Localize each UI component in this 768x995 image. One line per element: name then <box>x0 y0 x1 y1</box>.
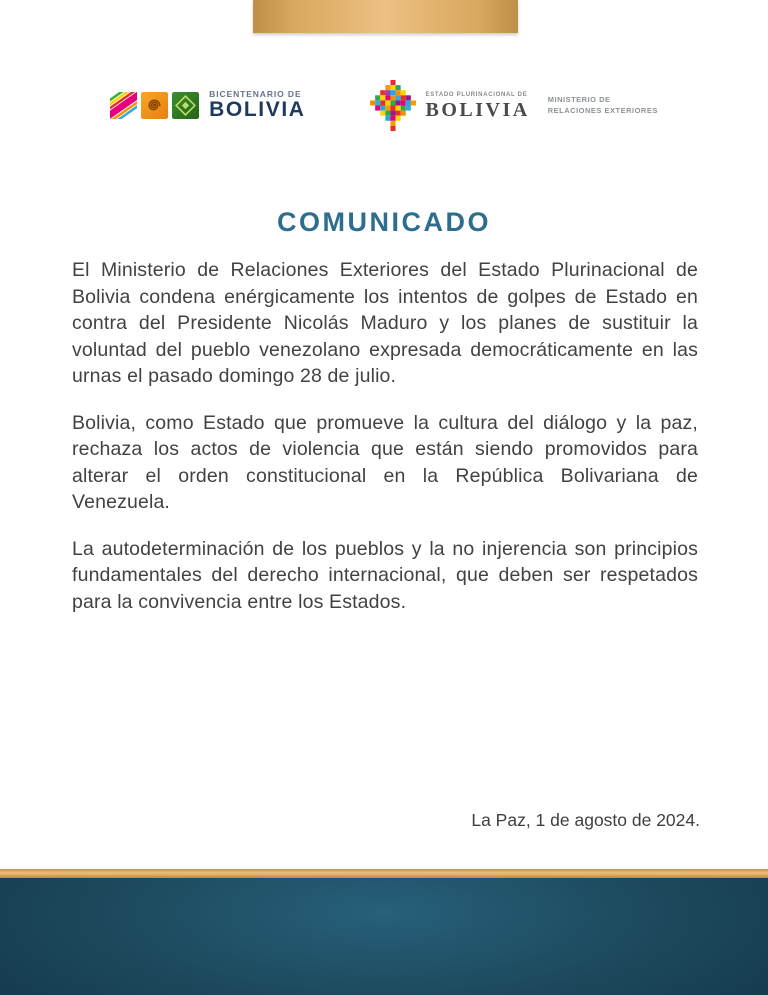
ministry-logo-name <box>426 92 530 120</box>
stripes-two-icon <box>110 92 137 119</box>
chakana-mosaic-icon <box>370 80 416 131</box>
bicentenario-logo-text <box>209 90 305 121</box>
bicentenario-logo <box>110 90 305 121</box>
footer-band <box>0 869 768 995</box>
top-gold-bar <box>253 0 518 33</box>
communique-body <box>72 257 698 635</box>
paragraph-1: El Ministerio de Relaciones Exteriores del Estado Plurinacional de Bolivia condena enérgicamente los intentos de golpes de Estado en contra del Presidente Nicolás Maduro y los planes de sustituir la voluntad del pueblo venezolano expresada democráticamente en las urnas el pasado domingo 28 de julio. <box>72 259 698 387</box>
header-logos <box>0 80 768 131</box>
bicentenario-logo-tiles <box>110 92 199 119</box>
footer-navy-band <box>0 878 768 995</box>
ministry-dept-line2: RELACIONES EXTERIORES <box>547 105 658 115</box>
footer-gold-line <box>0 869 768 878</box>
page-title: COMUNICADO <box>277 207 491 237</box>
ministry-country: BOLIVIA <box>425 98 530 121</box>
spiral-icon <box>141 92 168 119</box>
paragraph-3: La autodeterminación de los pueblos y la no injerencia son principios fundamentales del derecho internacional, que deben ser respetados para la convivencia entre los Estados. <box>72 537 698 613</box>
paragraph-2: Bolivia, como Estado que promueve la cultura del diálogo y la paz, rechaza los actos de violencia que están siendo promovidos para alterar el orden constitucional en la República Bolivariana de Venezuela. <box>72 411 698 513</box>
ministry-department <box>548 95 658 116</box>
ministry-logo <box>370 80 658 131</box>
dateline: La Paz, 1 de agosto de 2024. <box>471 810 700 830</box>
ministry-dept-line1: MINISTERIO DE <box>547 95 611 104</box>
bicentenario-line2: BOLIVIA <box>209 97 306 121</box>
bicentenario-line1: BICENTENARIO DE <box>209 89 302 100</box>
green-diamond-icon <box>172 92 199 119</box>
ministry-overline: ESTADO PLURINACIONAL DE <box>425 91 528 98</box>
